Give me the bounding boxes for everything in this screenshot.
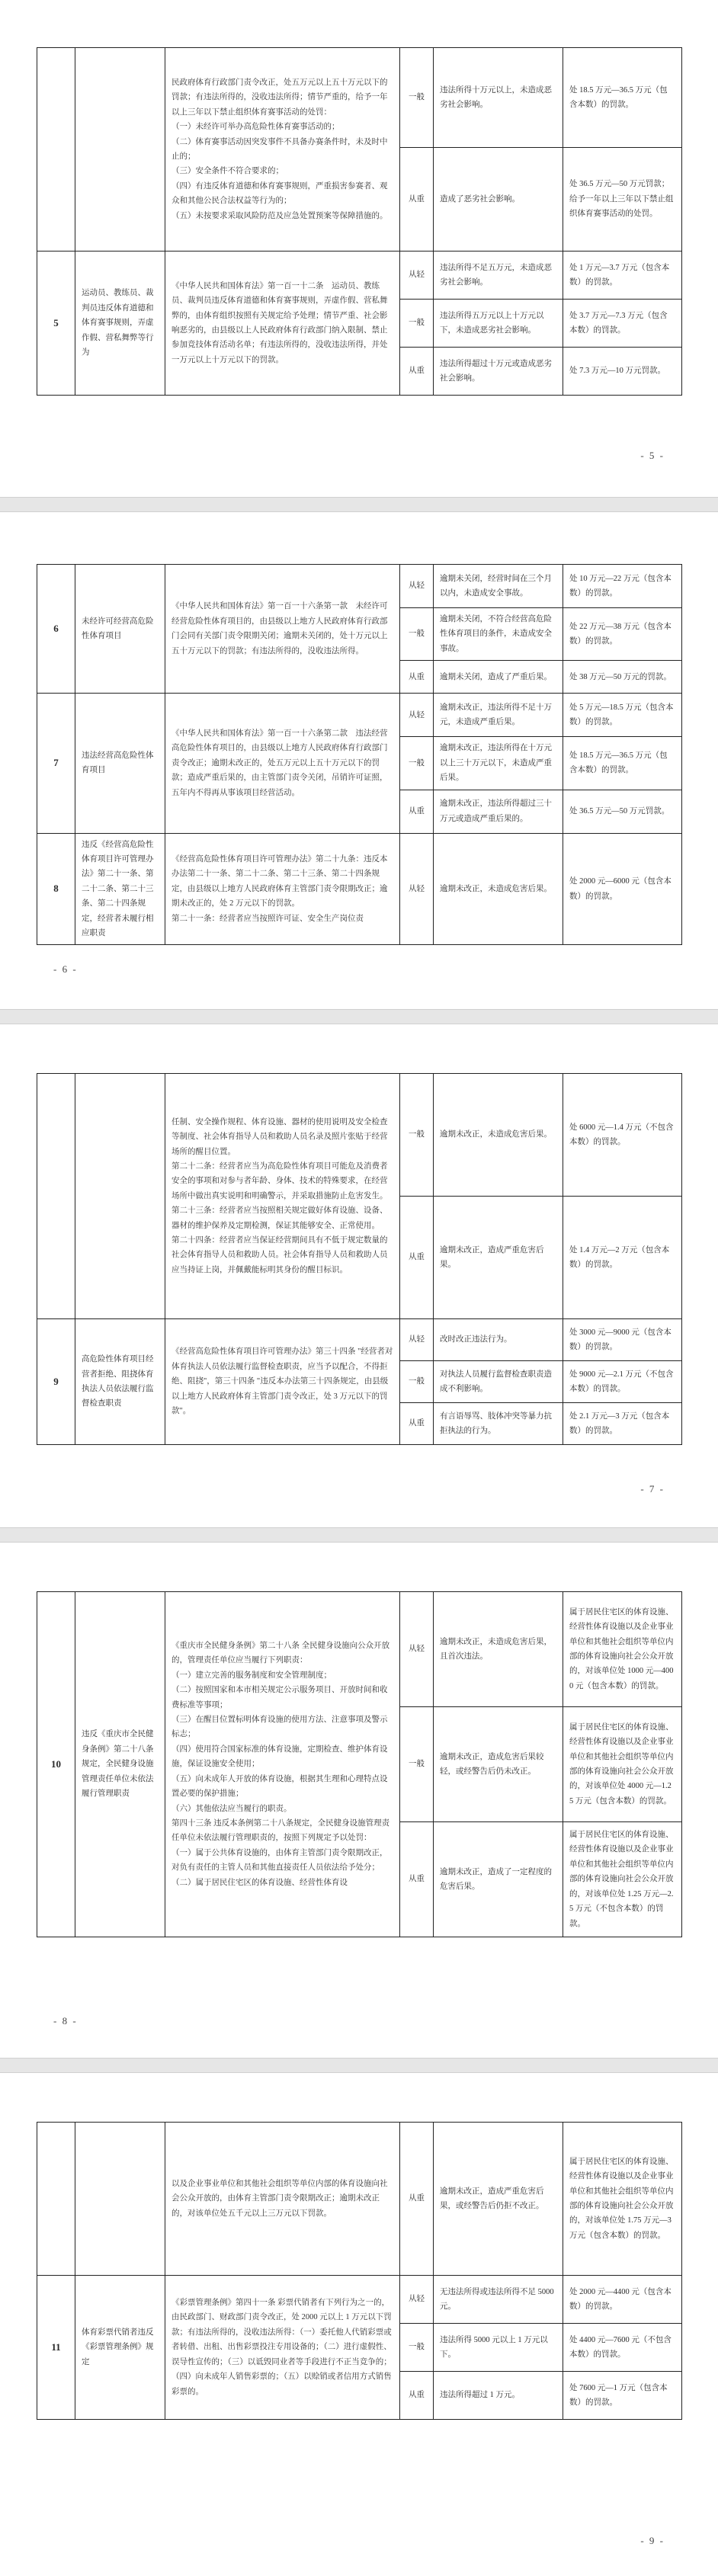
row-number-cell: [37, 48, 75, 252]
penalty-cell: 处 7600 元—1 万元（包含本数）的罚款。: [563, 2372, 682, 2420]
penalty-cell: 处 36.5 万元—50 万元罚款；给予一年以上三年以下禁止组织体育赛事活动的处罚。: [563, 148, 682, 252]
penalty-cell: 处 6000 元—1.4 万元（不包含本数）的罚款。: [563, 1074, 682, 1197]
circumstance-cell: 违法所得十万元以上，未造成恶劣社会影响。: [434, 48, 563, 148]
legal-basis: 《中华人民共和国体育法》第一百一十六条第二款 违法经营高危险性体育项目的，由县级以上地方人民政府体育行政部门责令改正；逾期未改正的，处五万元以上五十万元以下的罚款；造成严重后果的，由主管部门责令关闭，吊销许可证照，五年内不得再从事该项目经营活动。: [165, 694, 400, 833]
violation-cell: [75, 2123, 165, 2276]
level-cell: 一般: [400, 1074, 434, 1197]
penalty-cell: 处 2.1 万元—3 万元（包含本数）的罚款。: [563, 1403, 682, 1445]
table-row: [37, 2123, 682, 2276]
penalty-table: [37, 1073, 682, 1445]
circumstance-cell: 逾期未改正，违法所得超过三十万元或造成严重后果的。: [434, 790, 563, 833]
row-number-cell: [37, 2123, 75, 2276]
legal-basis-cell: 任制、安全操作规程、体育设施、器材的使用说明及安全检查等制度、社会体育指导人员和救助人员名录及照片张贴于经营场所的醒目位置。 第二十二条：经营者应当为高危险性体育项目可能危及消费者安全的事项和对参与者年龄、身体、技术的特殊要求，在经营场所中做出真实说明和明确警示，并采取措施防止危害发生。 第二十三条：经营者应当按照相关规定做好体育设施、设备、器材的维护保养及定期检测，保证其能够安全、正常使用。 第二十四条：经营者应当保证经营期间具有不低于规定数量的社会体育指导人员和救助人员。社会体育指导人员和救助人员应当持证上岗，并佩戴能标明其身份的醒目标识。: [165, 1074, 400, 1319]
table-row: [37, 833, 682, 945]
level-cell: 从重: [400, 348, 434, 396]
level-cell: 从重: [400, 790, 434, 833]
circumstance-cell: 逾期未改正，未造成危害后果，且首次违法。: [434, 1592, 563, 1707]
level-cell: 一般: [400, 1707, 434, 1822]
penalty-cell: 属于居民住宅区的体育设施、经营性体育设施以及企业事业单位和其他社会组织等单位内部的体育设施向社会公众开放的，对该单位处 4000 元—1.25 万元（包含本数）的罚款。: [563, 1707, 682, 1822]
violation-name: 违反《经营高危险性体育项目许可管理办法》第二十一条、第二十二条、第二十三条、第二十四条规定，经营者未履行相应职责: [75, 833, 165, 945]
circumstance-cell: 逾期未改正，未造成危害后果。: [434, 833, 563, 945]
page-number: - 9 -: [640, 2535, 665, 2546]
level-cell: 从重: [400, 148, 434, 252]
row-number: 10: [37, 1592, 75, 1937]
penalty-cell: 属于居民住宅区的体育设施、经营性体育设施以及企业事业单位和其他社会组织等单位内部的体育设施向社会公众开放的，对该单位处 1.25 万元—2.5 万元（不包含本数）的罚款。: [563, 1822, 682, 1937]
circumstance-cell: 逾期未改正，违法所得不足十万元，未造成严重后果。: [434, 694, 563, 737]
level-cell: 从重: [400, 2372, 434, 2420]
legal-basis: 《重庆市全民健身条例》第二十八条 全民健身设施向公众开放的，管理责任单位应当履行下列职责： （一）建立完善的服务制度和安全管理制度； （二）按照国家和本市相关规定公示服务项目、开放时间和收费标准等事项； （三）在醒目位置标明体育设施的使用方法、注意事项及警示标志； （四）使用符合国家标准的体育设施，定期检查、维护体育设施，保证设施安全使用； （五）向未成年人开放的体育设施，根据其生理和心理特点设置必要的保护措施； （六）其他依法应当履行的职责。 第四十三条 违反本条例第二十八条规定，全民健身设施管理责任单位未依法履行管理职责的，按照下列规定予以处罚： （一）属于公共体育设施的，由体育主管部门责令限期改正，对负有责任的主管人员和其他直接责任人员依法给予处分； （二）属于居民住宅区的体育设施、经营性体育设: [165, 1592, 400, 1937]
legal-basis: 《经营高危险性体育项目许可管理办法》第二十九条：违反本办法第二十一条、第二十二条、第二十三条、第二十四条规定，由县级以上地方人民政府体育主管部门责令限期改正；逾期未改正的，处 2 万元以下的罚款。 第二十一条：经营者应当按照许可证、安全生产岗位责: [165, 833, 400, 945]
violation-name: 高危险性体育项目经营者拒绝、阻挠体育执法人员依法履行监督检查职责: [75, 1319, 165, 1445]
page-8: [0, 1543, 718, 2058]
legal-basis: 《彩票管理条例》第四十一条 彩票代销者有下列行为之一的，由民政部门、财政部门责令改正，处 2000 元以上 1 万元以下罚款；有违法所得的，没收违法所得：（一）委托他人代销彩票或者转借、出租、出售彩票投注专用设备的；（二）进行虚假性、误导性宣传的；（三）以诋毁同业者等手段进行不正当竞争的；（四）向未成年人销售彩票的；（五）以赊销或者信用方式销售彩票的。: [165, 2276, 400, 2420]
page-number: - 8 -: [53, 2015, 78, 2027]
penalty-cell: 处 7.3 万元—10 万元罚款。: [563, 348, 682, 396]
circumstance-cell: 无违法所得或违法所得不足 5000 元。: [434, 2276, 563, 2324]
table-row: [37, 694, 682, 737]
circumstance-cell: 违法所得超过十万元或造成恶劣社会影响。: [434, 348, 563, 396]
row-number: 8: [37, 833, 75, 945]
circumstance-cell: 逾期未关闭，不符合经营高危险性体育项目的条件，未造成安全事故。: [434, 608, 563, 661]
level-cell: 从轻: [400, 833, 434, 945]
level-cell: 从轻: [400, 565, 434, 608]
level-cell: 从重: [400, 2123, 434, 2276]
table-row: [37, 48, 682, 148]
penalty-cell: 处 5 万元—18.5 万元（包含本数）的罚款。: [563, 694, 682, 737]
penalty-cell: 处 36.5 万元—50 万元罚款。: [563, 790, 682, 833]
penalty-cell: 处 18.5 万元—36.5 万元（包含本数）的罚款。: [563, 737, 682, 790]
penalty-cell: 属于居民住宅区的体育设施、经营性体育设施以及企业事业单位和其他社会组织等单位内部的体育设施向社会公众开放的，对该单位处 1000 元—4000 元（包含本数）的罚款。: [563, 1592, 682, 1707]
table-row: [37, 565, 682, 608]
level-cell: 从轻: [400, 1319, 434, 1361]
penalty-cell: 处 2000 元—6000 元（包含本数）的罚款。: [563, 833, 682, 945]
page-number: - 5 -: [640, 450, 665, 461]
violation-cell: [75, 1074, 165, 1319]
circumstance-cell: 改时改正违法行为。: [434, 1319, 563, 1361]
penalty-table: [37, 47, 682, 396]
violation-cell: [75, 48, 165, 252]
level-cell: 一般: [400, 48, 434, 148]
level-cell: 从重: [400, 661, 434, 694]
level-cell: 一般: [400, 737, 434, 790]
level-cell: 从轻: [400, 252, 434, 300]
row-number: 11: [37, 2276, 75, 2420]
penalty-table: [37, 564, 682, 945]
penalty-cell: 处 9000 元—2.1 万元（不包含本数）的罚款。: [563, 1361, 682, 1403]
circumstance-cell: 有言语辱骂、肢体冲突等暴力抗拒执法的行为。: [434, 1403, 563, 1445]
penalty-cell: 处 4400 元—7600 元（不包含本数）的罚款。: [563, 2324, 682, 2372]
page-6: [0, 512, 718, 1009]
circumstance-cell: 违法所得不足五万元，未造成恶劣社会影响。: [434, 252, 563, 300]
level-cell: 从重: [400, 1403, 434, 1445]
circumstance-cell: 逾期未改正，造成严重危害后果。: [434, 1197, 563, 1319]
violation-name: 未经许可经营高危险性体育项目: [75, 565, 165, 694]
violation-name: 违反《重庆市全民健身条例》第二十八条规定，全民健身设施管理责任单位未依法履行管理职责: [75, 1592, 165, 1937]
violation-name: 违法经营高危险性体育项目: [75, 694, 165, 833]
circumstance-cell: 逾期未改正，违法所得在十万元以上三十万元以下，未造成严重后果。: [434, 737, 563, 790]
level-cell: 从重: [400, 1197, 434, 1319]
circumstance-cell: 逾期未改正，未造成危害后果。: [434, 1074, 563, 1197]
table-row: [37, 1319, 682, 1361]
penalty-cell: 处 22 万元—38 万元（包含本数）的罚款。: [563, 608, 682, 661]
table-row: [37, 252, 682, 300]
level-cell: 一般: [400, 608, 434, 661]
circumstance-cell: 违法所得 5000 元以上 1 万元以下。: [434, 2324, 563, 2372]
page-number: - 6 -: [53, 963, 78, 975]
legal-basis: 《中华人民共和国体育法》第一百一十六条第一款 未经许可经营危险性体育项目的，由县级以上地方人民政府体育行政部门会同有关部门责令限期关闭；逾期未关闭的，处十万元以上五十万元以下的罚款；有违法所得的，没收违法所得。: [165, 565, 400, 694]
circumstance-cell: 逾期未关闭，经营时间在三个月以内，未造成安全事故。: [434, 565, 563, 608]
row-number-cell: [37, 1074, 75, 1319]
penalty-cell: 处 2000 元—4400 元（包含本数）的罚款。: [563, 2276, 682, 2324]
violation-name: 运动员、教练员、裁判员违反体育道德和体育赛事规则，弄虚作假、营私舞弊等行为: [75, 252, 165, 396]
circumstance-cell: 逾期未改正，造成危害后果较轻，或经警告后仍未改正。: [434, 1707, 563, 1822]
penalty-cell: 属于居民住宅区的体育设施、经营性体育设施以及企业事业单位和其他社会组织等单位内部的体育设施向社会公众开放的，对该单位处 1.75 万元—3 万元（包含本数）的罚款。: [563, 2123, 682, 2276]
circumstance-cell: 违法所得五万元以上十万元以下，未造成恶劣社会影响。: [434, 300, 563, 348]
circumstance-cell: 逾期未改正，造成了一定程度的危害后果。: [434, 1822, 563, 1937]
penalty-cell: 处 1.4 万元—2 万元（包含本数）的罚款。: [563, 1197, 682, 1319]
penalty-cell: 处 3000 元—9000 元（包含本数）的罚款。: [563, 1319, 682, 1361]
circumstance-cell: 对执法人员履行监督检查职责造成不利影响。: [434, 1361, 563, 1403]
circumstance-cell: 逾期未关闭，造成了严重后果。: [434, 661, 563, 694]
row-number: 6: [37, 565, 75, 694]
circumstance-cell: 逾期未改正，造成严重危害后果，或经警告后仍拒不改正。: [434, 2123, 563, 2276]
penalty-table: [37, 1591, 682, 1937]
row-number: 9: [37, 1319, 75, 1445]
level-cell: 一般: [400, 2324, 434, 2372]
penalty-table: [37, 2122, 682, 2420]
penalty-cell: 处 18.5 万元—36.5 万元（包含本数）的罚款。: [563, 48, 682, 148]
level-cell: 从轻: [400, 694, 434, 737]
level-cell: 从轻: [400, 2276, 434, 2324]
row-number: 7: [37, 694, 75, 833]
table-row: [37, 1074, 682, 1197]
legal-basis-cell: 以及企业事业单位和其他社会组织等单位内部的体育设施向社会公众开放的，由体育主管部门责令限期改正；逾期未改正的，对该单位处五千元以上三万元以下罚款。: [165, 2123, 400, 2276]
legal-basis: 《经营高危险性体育项目许可管理办法》第三十四条 "经营者对体育执法人员依法履行监督检查职责，应当予以配合，不得拒绝、阻挠"，第三十四条 "违反本办法第三十四条规定，由县级以上地方人民政府体育主管部门责令改正，处 3 万元以下的罚款"。: [165, 1319, 400, 1445]
penalty-cell: 处 1 万元—3.7 万元（包含本数）的罚款。: [563, 252, 682, 300]
legal-basis-cell: 民政府体育行政部门责令改正，处五万元以上五十万元以下的罚款；有违法所得的，没收违法所得；情节严重的，给予一年以上三年以下禁止组织体育赛事活动的处罚： （一）未经许可举办高危险性体育赛事活动的； （二）体育赛事活动因突发事件不具备办赛条件时，未及时中止的； （三）安全条件不符合要求的； （四）有违反体育道德和体育赛事规则，严重损害参赛者、观众和其他公民合法权益等行为的； （五）未按要求采取风险防范及应急处置预案等保障措施的。: [165, 48, 400, 252]
page-number: - 7 -: [640, 1483, 665, 1495]
level-cell: 从重: [400, 1822, 434, 1937]
row-number: 5: [37, 252, 75, 396]
circumstance-cell: 造成了恶劣社会影响。: [434, 148, 563, 252]
penalty-cell: 处 38 万元—50 万元的罚款。: [563, 661, 682, 694]
table-row: [37, 1592, 682, 1707]
page-5: [0, 0, 718, 497]
level-cell: 从轻: [400, 1592, 434, 1707]
table-row: [37, 2276, 682, 2324]
violation-name: 体育彩票代销者违反《彩票管理条例》规定: [75, 2276, 165, 2420]
circumstance-cell: 违法所得超过 1 万元。: [434, 2372, 563, 2420]
penalty-cell: 处 10 万元—22 万元（包含本数）的罚款。: [563, 565, 682, 608]
page-9: [0, 2073, 718, 2576]
page-7: [0, 1024, 718, 1527]
level-cell: 一般: [400, 300, 434, 348]
legal-basis: 《中华人民共和国体育法》第一百一十二条 运动员、教练员、裁判员违反体育道德和体育赛事规则，弄虚作假、营私舞弊的，由体育组织按照有关规定给予处理；情节严重、社会影响恶劣的，由县级以上人民政府体育行政部门纳入限制、禁止参加竞技体育活动名单；有违法所得的，没收违法所得，并处一万元以上十万元以下的罚款。: [165, 252, 400, 396]
level-cell: 一般: [400, 1361, 434, 1403]
penalty-cell: 处 3.7 万元—7.3 万元（包含本数）的罚款。: [563, 300, 682, 348]
